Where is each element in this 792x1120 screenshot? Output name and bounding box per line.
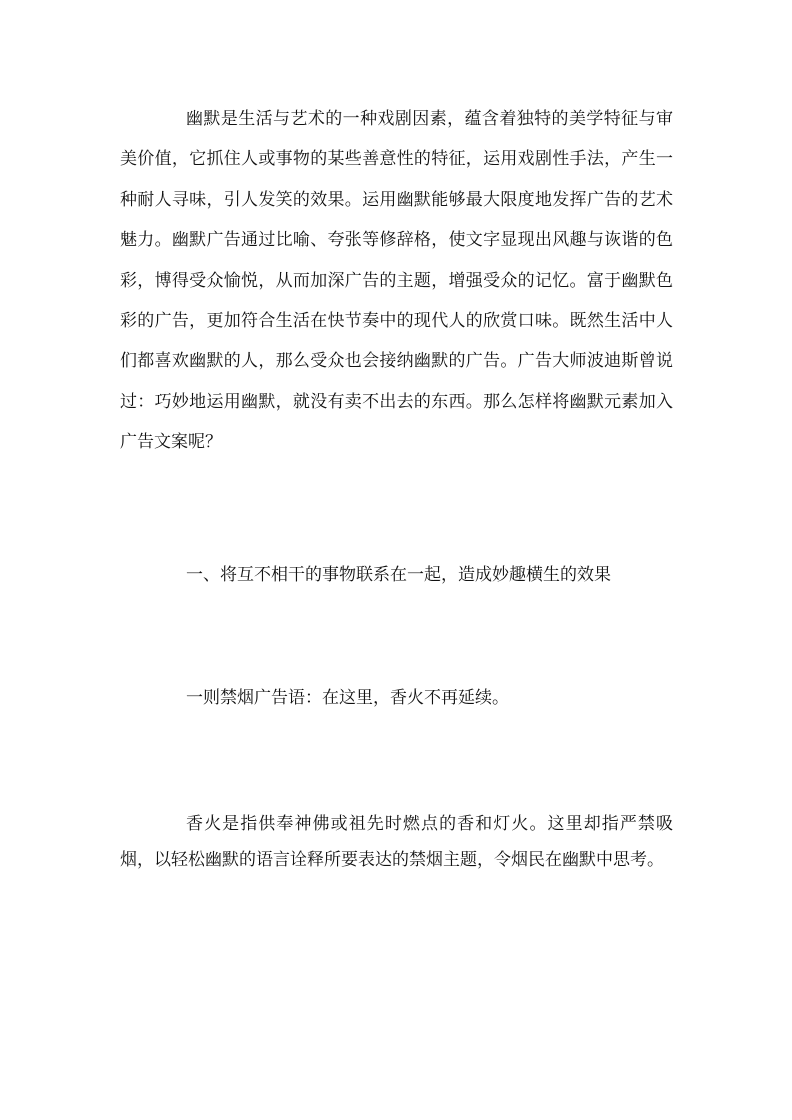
- section-heading: 一、将互不相干的事物联系在一起，造成妙趣横生的效果: [186, 565, 611, 585]
- example-ad-paragraph: 一则禁烟广告语：在这里，香火不再延续。: [186, 688, 509, 708]
- explanation-paragraph: 香火是指供奉神佛或祖先时燃点的香和灯火。这里却指严禁吸烟，以轻松幽默的语言诠释所要表达的禁烟主题，令烟民在幽默中思考。: [120, 814, 673, 870]
- intro-paragraph: 幽默是生活与艺术的一种戏剧因素，蕴含着独特的美学特征与审美价值，它抓住人或事物的某些善意性的特征，运用戏剧性手法，产生一种耐人寻味，引人发笑的效果。运用幽默能够最大限度地发挥广告的艺术魅力。幽默广告通过比喻、夸张等修辞格，使文字显现出风趣与诙谐的色彩，博得受众愉悦，从而加深广告的主题，增强受众的记忆。富于幽默色彩的广告，更加符合生活在快节奏中的现代人的欣赏口味。既然生活中人们都喜欢幽默的人，那么受众也会接纳幽默的广告。广告大师波迪斯曾说过：巧妙地运用幽默，就没有卖不出去的东西。那么怎样将幽默元素加入广告文案呢？: [120, 109, 673, 453]
